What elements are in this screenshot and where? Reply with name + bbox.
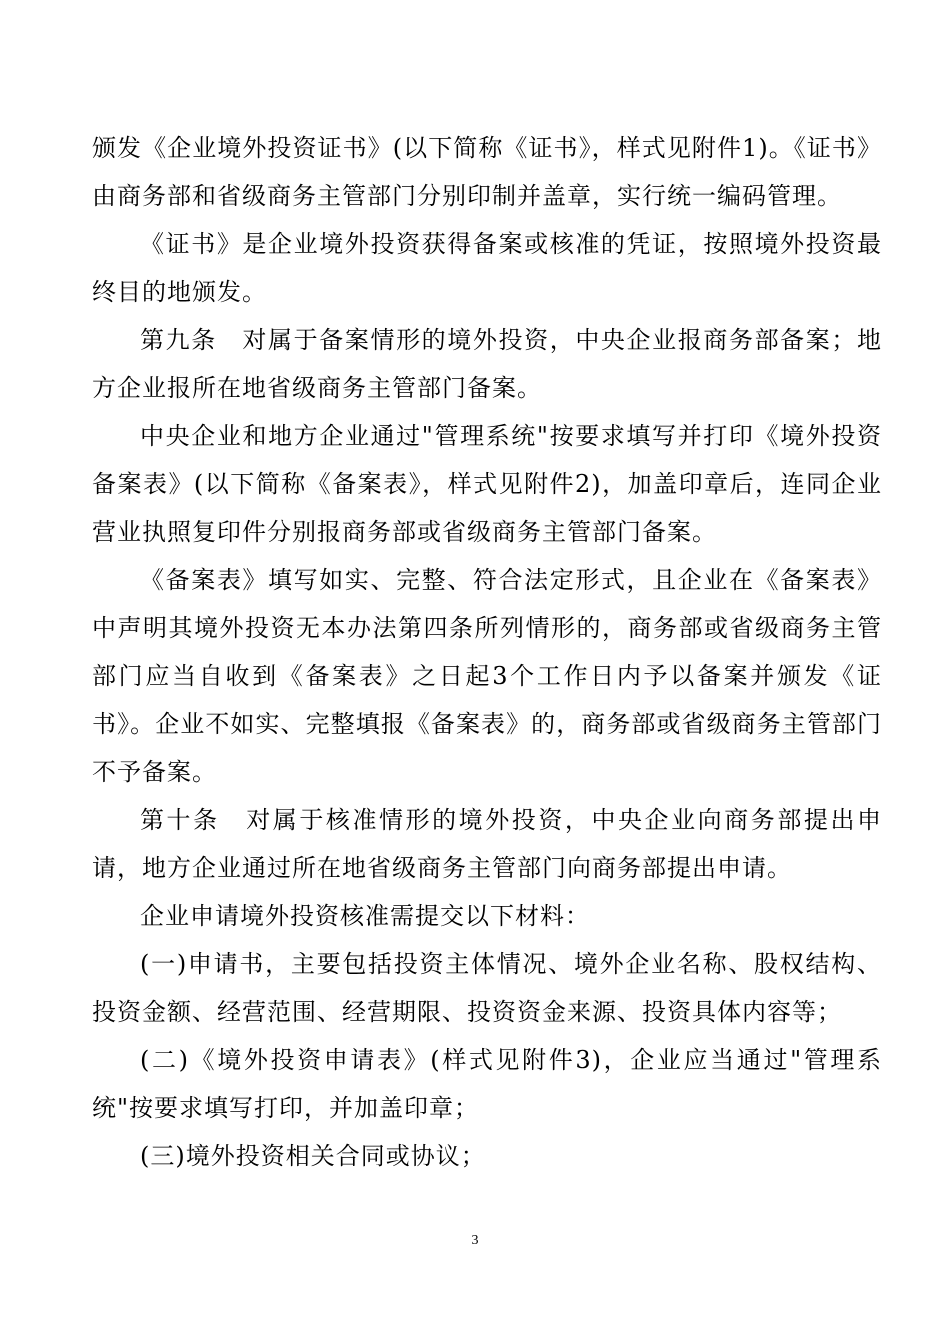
paragraph-filing-form: 中央企业和地方企业通过"管理系统"按要求填写并打印《境外投资备案表》(以下简称《备案表》，样式见附件2)，加盖印章后，连同企业营业执照复印件分别报商务部或省级商务主管部门备案。 (92, 422, 882, 546)
body-text (92, 124, 882, 1180)
paragraph-continuation: 颁发《企业境外投资证书》(以下简称《证书》，样式见附件1)。《证书》由商务部和省级商务主管部门分别印制并盖章，实行统一编码管理。 (92, 134, 882, 210)
list-item-1: (一)申请书，主要包括投资主体情况、境外企业名称、股权结构、投资金额、经营范围、经营期限、投资资金来源、投资具体内容等； (92, 950, 882, 1026)
paragraph-article-9: 第九条 对属于备案情形的境外投资，中央企业报商务部备案；地方企业报所在地省级商务主管部门备案。 (92, 326, 882, 402)
paragraph-filing-review: 《备案表》填写如实、完整、符合法定形式，且企业在《备案表》中声明其境外投资无本办法第四条所列情形的，商务部或省级商务主管部门应当自收到《备案表》之日起3个工作日内予以备案并颁发《证书》。企业不如实、完整填报《备案表》的，商务部或省级商务主管部门不予备案。 (92, 566, 882, 786)
paragraph-materials-intro: 企业申请境外投资核准需提交以下材料： (140, 902, 590, 930)
list-item-2: (二)《境外投资申请表》(样式见附件3)，企业应当通过"管理系统"按要求填写打印，并加盖印章； (92, 1046, 882, 1122)
list-item-3: (三)境外投资相关合同或协议； (140, 1142, 486, 1170)
paragraph-certificate: 《证书》是企业境外投资获得备案或核准的凭证，按照境外投资最终目的地颁发。 (92, 230, 882, 306)
page-number: 3 (471, 1233, 479, 1248)
paragraph-article-10: 第十条 对属于核准情形的境外投资，中央企业向商务部提出申请，地方企业通过所在地省级商务主管部门向商务部提出申请。 (92, 806, 882, 882)
